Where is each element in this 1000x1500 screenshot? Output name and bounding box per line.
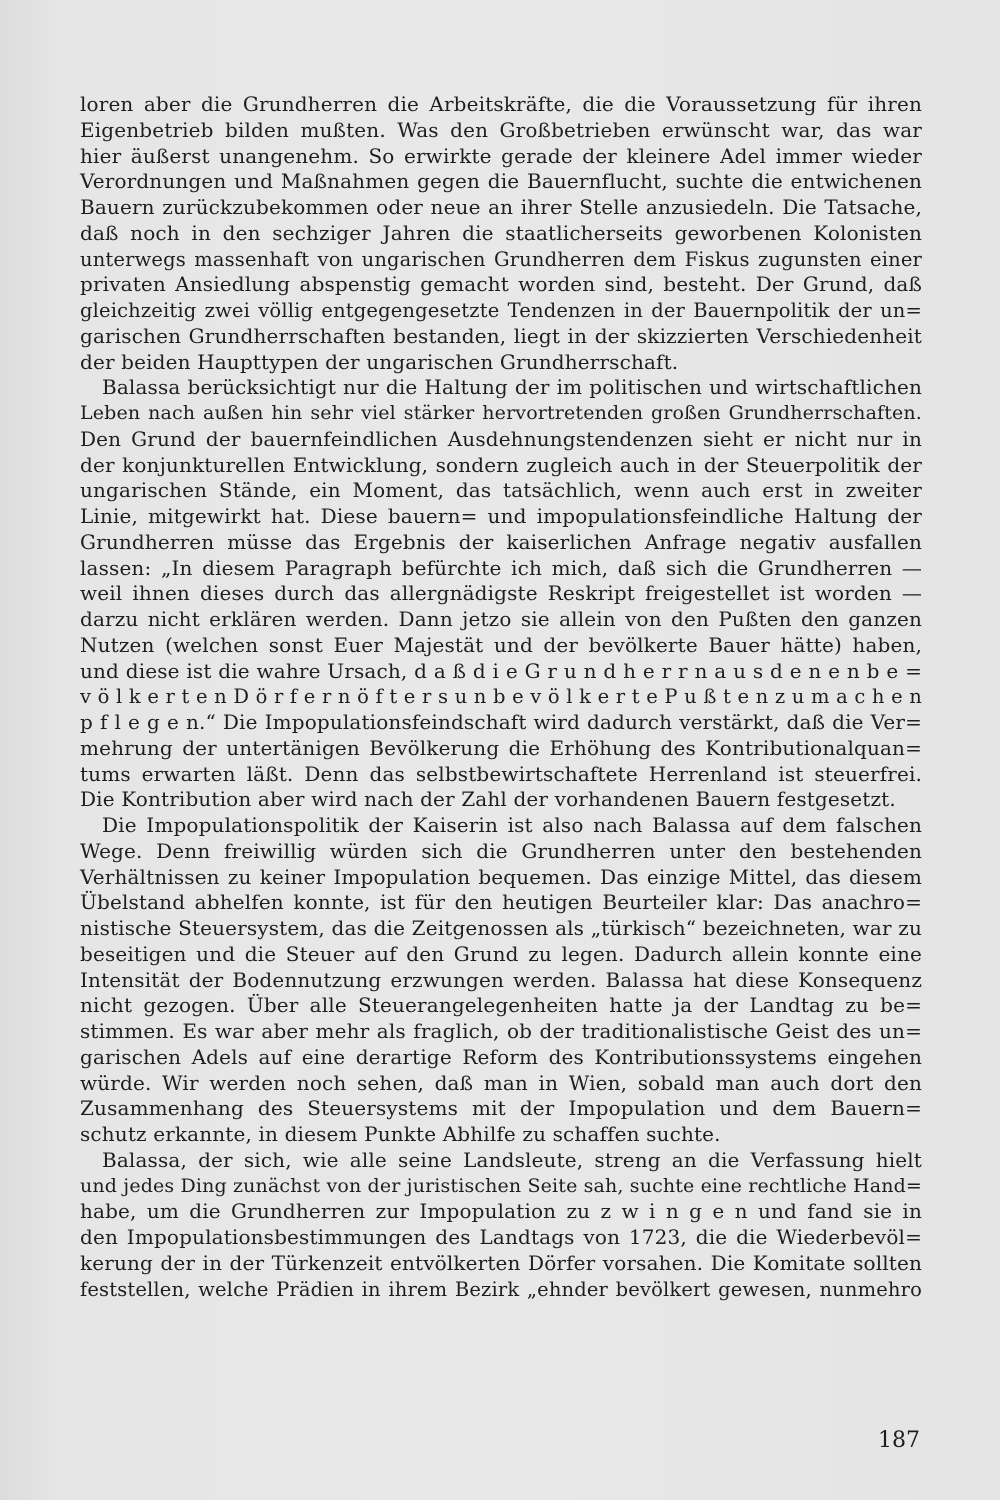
text-line: garischen Adels auf eine derartige Reform des Kontributionssystems eingehen — [80, 1044, 922, 1069]
text-line: Übelstand abhelfen konnte, ist für den heutigen Beurteiler klar: Das anachro= — [80, 890, 922, 915]
text-line: Den Grund der bauernfeindlichen Ausdehnungstendenzen sieht er nicht nur in — [80, 426, 922, 451]
text-line: stimmen. Es war aber mehr als fraglich, ob der traditionalistische Geist des un= — [80, 1019, 922, 1043]
text-line: den Impopulationsbestimmungen des Landtags von 1723, die die Wiederbevöl= — [80, 1225, 922, 1249]
text-line: würde. Wir werden noch sehen, daß man in Wien, sobald man auch dort den — [80, 1070, 922, 1095]
text-line: und diese ist die wahre Ursach, d a ß d i e G r u n d h e r r n a u s d e n e n b e = — [80, 658, 922, 683]
text-line: Balassa berücksichtigt nur die Haltung der im politischen und wirtschaftlichen — [102, 375, 922, 400]
text-line: v ö l k e r t e n D ö r f e r n ö f t e r s u n b e v ö l k e r t e P u ß t e n z u m a c h e n — [80, 685, 922, 709]
text-line: schutz erkannte, in diesem Punkte Abhilfe zu schaffen suchte. — [80, 1122, 721, 1146]
text-line: privaten Ansiedlung abspenstig gemacht worden sind, besteht. Der Grund, daß — [80, 272, 922, 297]
text-line: Linie, mitgewirkt hat. Diese bauern= und impopulationsfeindliche Haltung der — [80, 504, 922, 528]
text-line: Zusammenhang des Steuersystems mit der Impopulation und dem Bauern= — [80, 1096, 922, 1121]
text-line: loren aber die Grundherren die Arbeitskräfte, die die Voraussetzung für ihren — [80, 92, 922, 116]
text-line: daß noch in den sechziger Jahren die staatlicherseits geworbenen Kolonisten — [80, 220, 922, 245]
text-line: tums erwarten läßt. Denn das selbstbewirtschaftete Herrenland ist steuerfrei. — [80, 761, 922, 786]
text-line: Intensität der Bodennutzung erzwungen werden. Balassa hat diese Konsequenz — [80, 967, 922, 992]
text-line: gleichzeitig zwei völlig entgegengesetzte Tendenzen in der Bauernpolitik der un= — [80, 299, 922, 322]
text-line: Verhältnissen zu keiner Impopulation bequemen. Das einzige Mittel, das diesem — [80, 864, 922, 889]
text-line: Leben nach außen hin sehr viel stärker hervortretenden großen Grundherrschaften. — [80, 402, 922, 424]
text-line: ungarischen Stände, ein Moment, das tatsächlich, wenn auch erst in zweiter — [80, 478, 922, 503]
text-line: feststellen, welche Prädien in ihrem Bezirk „ehnder bevölkert gewesen, nunmehro — [80, 1277, 922, 1301]
text-line: Die Impopulationspolitik der Kaiserin ist also nach Balassa auf dem falschen — [102, 813, 922, 837]
page-number: 187 — [878, 1428, 920, 1453]
text-line: lassen: „In diesem Paragraph befürchte ich mich, daß sich die Grundherren — — [80, 555, 922, 580]
text-line: und jedes Ding zunächst von der juristischen Seite sah, suchte eine rechtliche Hand= — [80, 1174, 922, 1197]
text-line: Die Kontribution aber wird nach der Zahl der vorhandenen Bauern festgesetzt. — [80, 787, 896, 812]
text-line: darzu nicht erklären werden. Dann jetzo sie allein von den Pußten den ganzen — [80, 607, 922, 631]
text-line: nicht gezogen. Über alle Steuerangelegenheiten hatte ja der Landtag zu be= — [80, 993, 922, 1018]
body-text — [80, 92, 922, 1302]
text-line: Nutzen (welchen sonst Euer Majestät und der bevölkerte Bauer hätte) haben, — [80, 632, 922, 657]
text-line: mehrung der untertänigen Bevölkerung die Erhöhung des Kontributionalquan= — [80, 735, 922, 760]
text-line: Bauern zurückzubekommen oder neue an ihrer Stelle anzusiedeln. Die Tatsache, — [80, 195, 922, 219]
text-line: hier äußerst unangenehm. So erwirkte gerade der kleinere Adel immer wieder — [80, 143, 922, 168]
text-line: Grundherren müsse das Ergebnis der kaiserlichen Anfrage negativ ausfallen — [80, 529, 922, 554]
text-line: garischen Grundherrschaften bestanden, liegt in der skizzierten Verschiedenheit — [80, 323, 922, 348]
text-line: der konjunkturellen Entwicklung, sondern zugleich auch in der Steuerpolitik der — [80, 452, 922, 477]
text-line: unterwegs massenhaft von ungarischen Grundherren dem Fiskus zugunsten einer — [80, 247, 922, 271]
text-line: Balassa, der sich, wie alle seine Landsleute, streng an die Verfassung hielt — [102, 1147, 922, 1172]
text-line: habe, um die Grundherren zur Impopulation zu z w i n g e n und fand sie in — [80, 1199, 922, 1224]
text-line: Eigenbetrieb bilden mußten. Was den Großbetrieben erwünscht war, das war — [80, 117, 922, 142]
text-line: Verordnungen und Maßnahmen gegen die Bauernflucht, suchte die entwichenen — [80, 169, 922, 194]
text-line: kerung der in der Türkenzeit entvölkerten Dörfer vorsahen. Die Komitate sollten — [80, 1250, 922, 1275]
text-line: beseitigen und die Steuer auf den Grund zu legen. Dadurch allein konnte eine — [80, 941, 922, 966]
text-line: weil ihnen dieses durch das allergnädigste Reskript freigestellet ist worden — — [80, 581, 922, 606]
text-line: Wege. Denn freiwillig würden sich die Grundherren unter den bestehenden — [80, 838, 922, 863]
text-line: nistische Steuersystem, das die Zeitgenossen als „türkisch“ bezeichneten, war zu — [80, 916, 922, 940]
text-line: der beiden Haupttypen der ungarischen Grundherrschaft. — [80, 349, 679, 374]
text-line: p f l e g e n.“ Die Impopulationsfeindschaft wird dadurch verstärkt, daß die Ver= — [80, 710, 922, 734]
